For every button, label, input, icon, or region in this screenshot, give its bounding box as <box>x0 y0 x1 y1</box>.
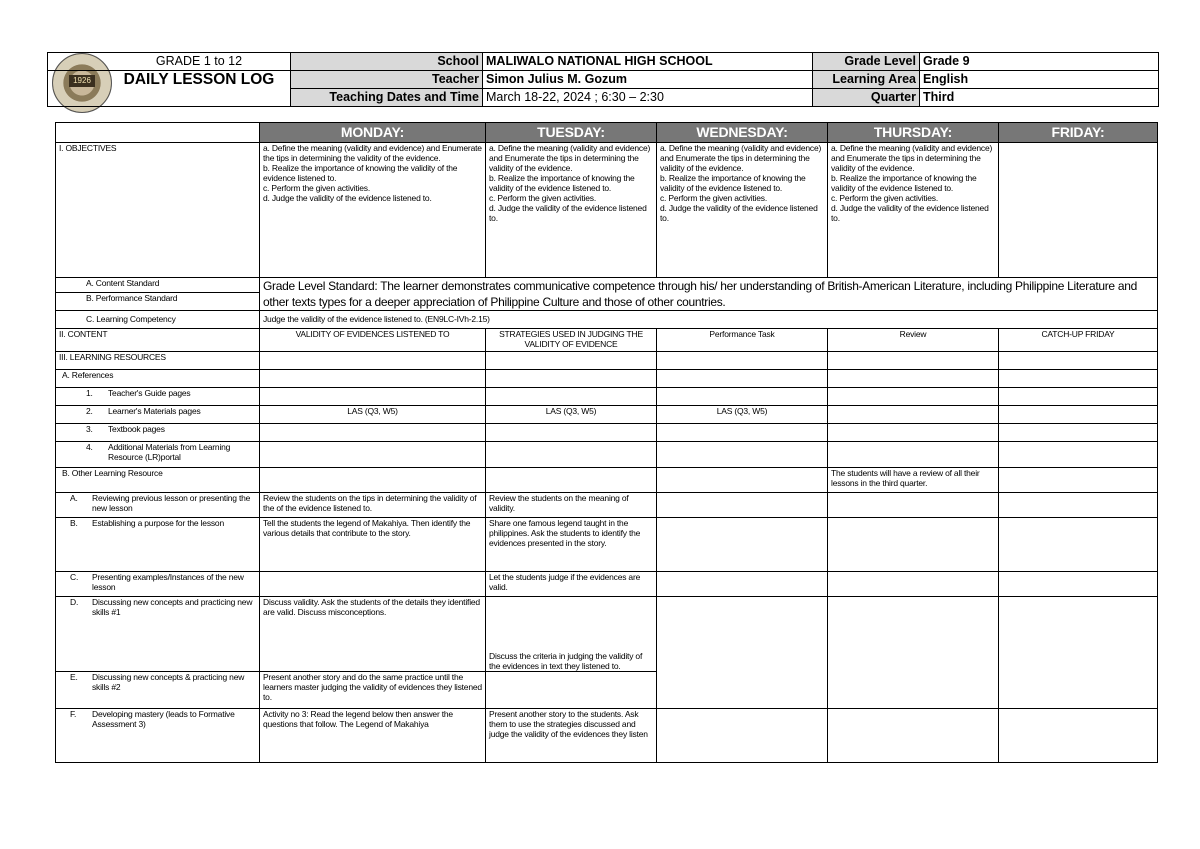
references-label: A. References <box>56 370 260 388</box>
performance-standard-label: B. Performance Standard <box>56 293 260 311</box>
proc-d-label: D. Discussing new concepts and practicing new skills #1 <box>56 597 260 672</box>
proc-d-monday: Discuss validity. Ask the students of the details they identified are valid. Discuss misconceptions. <box>260 597 486 672</box>
day-header-wednesday: WEDNESDAY: <box>657 123 828 143</box>
grade-range: GRADE 1 to 12 <box>48 53 291 71</box>
proc-a-tuesday: Review the students on the meaning of validity. <box>486 493 657 518</box>
day-header-monday: MONDAY: <box>260 123 486 143</box>
proc-c-label: C. Presenting examples/Instances of the new lesson <box>56 572 260 597</box>
dates-value: March 18-22, 2024 ; 6:30 – 2:30 <box>483 89 813 107</box>
quarter-value: Third <box>920 89 1159 107</box>
content-thursday: Review <box>828 329 999 352</box>
quarter-label: Quarter <box>813 89 920 107</box>
header-table <box>47 52 1159 107</box>
content-tuesday: STRATEGIES USED IN JUDGING THE VALIDITY OF EVIDENCE <box>486 329 657 352</box>
day-header-friday: FRIDAY: <box>999 123 1158 143</box>
learners-materials-row-label: 2. Learner's Materials pages <box>56 406 260 424</box>
proc-e-label: E. Discussing new concepts & practicing new skills #2 <box>56 672 260 709</box>
lm-monday: LAS (Q3, W5) <box>260 406 486 424</box>
learning-area-value: English <box>920 71 1159 89</box>
proc-e-monday: Present another story and do the same practice until the learners master judging the validity of evidences they listened to. <box>260 672 486 709</box>
objectives-monday: a. Define the meaning (validity and evidence) and Enumerate the tips in determining the validity of the evidence. b. Realize the importance of knowing the validity of the evidence listened to. c. Perform the given activities. d. Judge the validity of the evidence listened to. <box>260 143 486 278</box>
objectives-wednesday: a. Define the meaning (validity and evidence) and Enumerate the tips in determining the validity of the evidence. b. Realize the importance of knowing the validity of the evidence listened to. c. Perform the given activities. d. Judge the validity of the evidence listened to. <box>657 143 828 278</box>
competency-text: Judge the validity of the evidence listened to. (EN9LC-IVh-2.15) <box>260 311 1158 329</box>
content-wednesday: Performance Task <box>657 329 828 352</box>
grade-level-value: Grade 9 <box>920 53 1159 71</box>
proc-d-tuesday: Discuss the criteria in judging the validity of the evidences in text they listened to. <box>486 597 657 672</box>
objectives-tuesday: a. Define the meaning (validity and evidence) and Enumerate the tips in determining the validity of the evidence. b. Realize the importance of knowing the validity of the evidence listened to. c. Perform the given activities. d. Judge the validity of the evidence listened to. <box>486 143 657 278</box>
objectives-label: I. OBJECTIVES <box>56 143 260 278</box>
lesson-log-table <box>55 122 1158 763</box>
proc-c-tuesday: Let the students judge if the evidences are valid. <box>486 572 657 597</box>
other-resource-label: B. Other Learning Resource <box>56 468 260 493</box>
school-label: School <box>291 53 483 71</box>
seal-year: 1926 <box>69 75 95 87</box>
content-monday: VALIDITY OF EVIDENCES LISTENED TO <box>260 329 486 352</box>
day-header-tuesday: TUESDAY: <box>486 123 657 143</box>
proc-b-tuesday: Share one famous legend taught in the philippines. Ask the students to identify the evidences presented in the story. <box>486 518 657 572</box>
content-friday: CATCH-UP FRIDAY <box>999 329 1158 352</box>
additional-materials-row-label: 4. Additional Materials from Learning Resource (LR)portal <box>56 442 260 468</box>
lm-tuesday: LAS (Q3, W5) <box>486 406 657 424</box>
content-label: II. CONTENT <box>56 329 260 352</box>
school-value: MALIWALO NATIONAL HIGH SCHOOL <box>483 53 813 71</box>
content-standard-label: A. Content Standard <box>56 278 260 293</box>
proc-f-label: F. Developing mastery (leads to Formative Assessment 3) <box>56 709 260 763</box>
proc-a-label: A. Reviewing previous lesson or presenting the new lesson <box>56 493 260 518</box>
day-header-thursday: THURSDAY: <box>828 123 999 143</box>
lm-wednesday: LAS (Q3, W5) <box>657 406 828 424</box>
other-resource-thursday: The students will have a review of all their lessons in the third quarter. <box>828 468 999 493</box>
proc-a-monday: Review the students on the tips in determining the validity of the of the evidence listened to. <box>260 493 486 518</box>
grade-level-standard: Grade Level Standard: The learner demonstrates communicative competence through his/ her understanding of British-American Literature, including Philippine Literature and other texts types for a deeper appreciation of Philippine Culture and those of other countries. <box>260 278 1158 311</box>
teacher-value: Simon Julius M. Gozum <box>483 71 813 89</box>
proc-b-monday: Tell the students the legend of Makahiya. Then identify the various details that contribute to the story. <box>260 518 486 572</box>
teacher-label: Teacher <box>291 71 483 89</box>
resources-label: III. LEARNING RESOURCES <box>56 352 260 370</box>
competency-label: C. Learning Competency <box>56 311 260 329</box>
doc-title: DAILY LESSON LOG <box>48 71 291 107</box>
objectives-thursday: a. Define the meaning (validity and evidence) and Enumerate the tips in determining the validity of the evidence. b. Realize the importance of knowing the validity of the evidence listened to. c. Perform the given activities. d. Judge the validity of the evidence listened to. <box>828 143 999 278</box>
grade-level-label: Grade Level <box>813 53 920 71</box>
proc-f-tuesday: Present another story to the students. Ask them to use the strategies discussed and judge the validity of the evidences they listen <box>486 709 657 763</box>
corner-cell <box>56 123 260 143</box>
proc-f-monday: Activity no 3: Read the legend below then answer the questions that follow. The Legend of Makahiya <box>260 709 486 763</box>
proc-b-label: B. Establishing a purpose for the lesson <box>56 518 260 572</box>
teachers-guide-row-label: 1. Teacher's Guide pages <box>56 388 260 406</box>
objectives-friday <box>999 143 1158 278</box>
dates-label: Teaching Dates and Time <box>291 89 483 107</box>
learning-area-label: Learning Area <box>813 71 920 89</box>
textbook-row-label: 3. Textbook pages <box>56 424 260 442</box>
